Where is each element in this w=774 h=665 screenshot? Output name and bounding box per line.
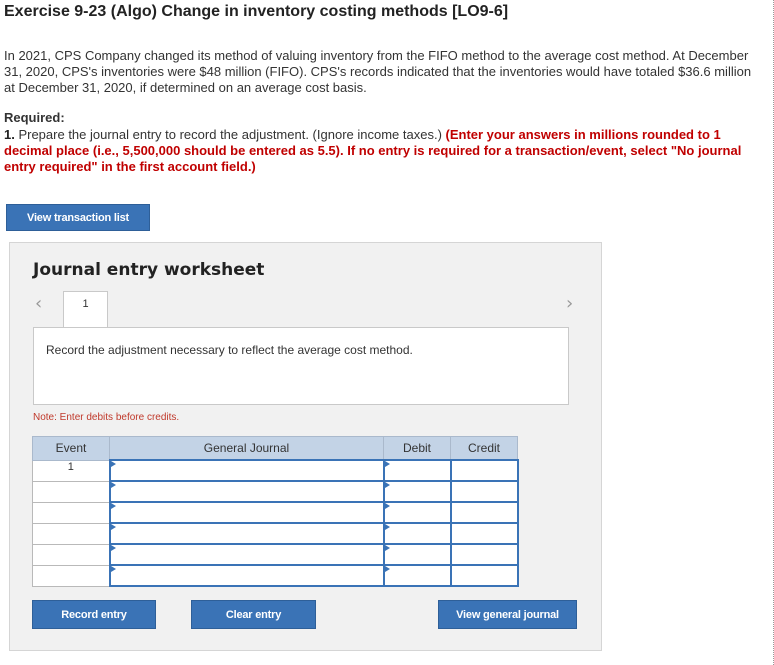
table-row: [33, 502, 518, 523]
table-row: [33, 544, 518, 565]
input-marker-icon: [385, 524, 390, 530]
debit-input[interactable]: [384, 523, 451, 544]
problem-intro: In 2021, CPS Company changed its method of valuing inventory from the FIFO method to the average cost method. At December 31, 2020, CPS's inventories were $48 million (FIFO). CPS's records indicated that the inventories would have totaled $36.6 million at December 31, 2020, if determined on an average cost basis.: [4, 48, 752, 95]
debit-input[interactable]: [384, 565, 451, 586]
chevron-right-icon[interactable]: ›: [566, 293, 574, 314]
dropdown-marker-icon: [111, 524, 116, 530]
required-heading: Required:: [4, 110, 65, 125]
input-marker-icon: [385, 461, 390, 467]
column-header-event: Event: [33, 437, 110, 461]
chevron-left-icon[interactable]: ‹: [35, 293, 43, 314]
journal-entry-worksheet-panel: [9, 242, 602, 651]
event-cell: [33, 481, 110, 502]
required-number: 1.: [4, 127, 15, 142]
credit-input[interactable]: [451, 565, 518, 586]
credit-input[interactable]: [451, 460, 518, 481]
debit-input[interactable]: [384, 481, 451, 502]
view-transaction-list-button[interactable]: View transaction list: [6, 204, 150, 231]
input-marker-icon: [385, 545, 390, 551]
entry-note: Note: Enter debits before credits.: [33, 412, 180, 423]
input-marker-icon: [385, 566, 390, 572]
required-emphasis-text: (Enter your answers in millions rounded to 1 decimal place (i.e., 5,500,000 should be entered as 5.5). If no entry is required for a transaction/event, select "No journal entry required" in the first account field.): [4, 127, 742, 174]
table-row: [33, 523, 518, 544]
account-select[interactable]: [110, 565, 384, 586]
dropdown-marker-icon: [111, 545, 116, 551]
input-marker-icon: [385, 503, 390, 509]
account-select[interactable]: [110, 523, 384, 544]
entry-description-box: [33, 327, 569, 405]
record-entry-button[interactable]: Record entry: [32, 600, 156, 629]
exercise-title: Exercise 9-23 (Algo) Change in inventory costing methods [LO9-6]: [4, 3, 509, 20]
credit-input[interactable]: [451, 523, 518, 544]
worksheet-title: Journal entry worksheet: [33, 260, 265, 280]
dropdown-marker-icon: [111, 566, 116, 572]
table-row: [33, 565, 518, 586]
event-cell: [33, 502, 110, 523]
column-header-debit: Debit: [384, 437, 451, 461]
event-cell: [33, 523, 110, 544]
credit-input[interactable]: [451, 544, 518, 565]
table-row: [33, 481, 518, 502]
event-cell: 1: [33, 460, 110, 481]
account-select[interactable]: [110, 502, 384, 523]
entry-description: Record the adjustment necessary to reflect the average cost method.: [46, 343, 413, 357]
input-marker-icon: [385, 482, 390, 488]
dropdown-marker-icon: [111, 482, 116, 488]
credit-input[interactable]: [451, 481, 518, 502]
journal-table: [32, 436, 519, 587]
debit-input[interactable]: [384, 544, 451, 565]
tab-entry-1[interactable]: 1: [63, 291, 108, 328]
debit-input[interactable]: [384, 460, 451, 481]
column-header-credit: Credit: [451, 437, 518, 461]
account-select[interactable]: [110, 544, 384, 565]
required-instructions: [4, 127, 770, 175]
required-instruction-text: Prepare the journal entry to record the adjustment. (Ignore income taxes.): [14, 127, 446, 142]
credit-input[interactable]: [451, 502, 518, 523]
debit-input[interactable]: [384, 502, 451, 523]
column-header-general-journal: General Journal: [110, 437, 384, 461]
clear-entry-button[interactable]: Clear entry: [191, 600, 316, 629]
account-select[interactable]: [110, 460, 384, 481]
event-cell: [33, 544, 110, 565]
dropdown-marker-icon: [111, 503, 116, 509]
dropdown-marker-icon: [111, 461, 116, 467]
journal-header-row: [33, 437, 518, 461]
account-select[interactable]: [110, 481, 384, 502]
view-general-journal-button[interactable]: View general journal: [438, 600, 577, 629]
table-row: [33, 460, 518, 481]
event-cell: [33, 565, 110, 586]
